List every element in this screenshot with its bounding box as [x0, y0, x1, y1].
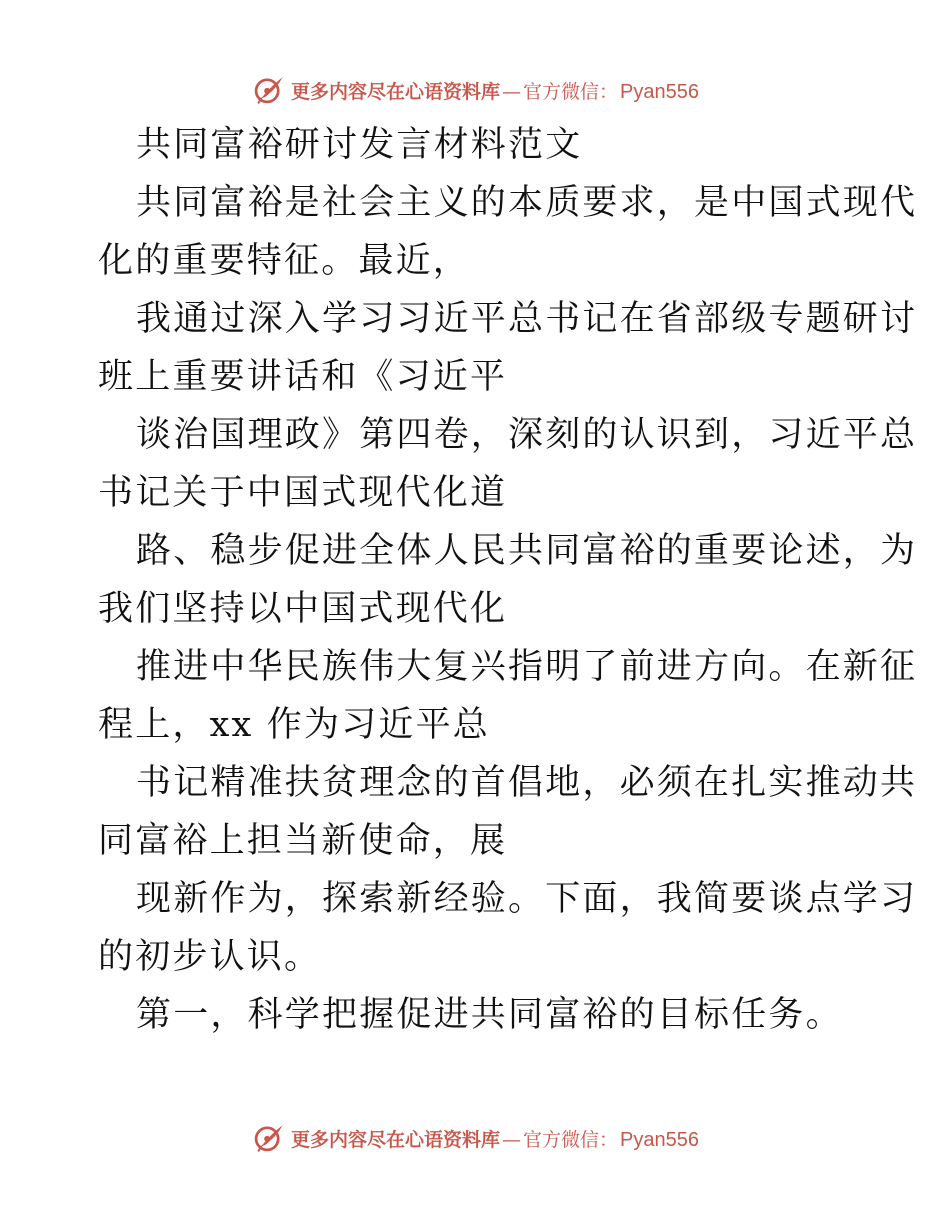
document-body — [98, 116, 918, 1044]
paragraph-line: 书记精准扶贫理念的首倡地，必须在扎实推动共 — [136, 763, 918, 803]
header-watermark — [0, 70, 950, 110]
paragraph-line: 程上，xx 作为习近平总 — [98, 705, 491, 745]
paragraph-line: 我们坚持以中国式现代化 — [98, 589, 508, 629]
section-heading: 第一，科学把握促进共同富裕的目标任务。 — [136, 995, 843, 1035]
paragraph-line: 现新作为，探索新经验。下面，我简要谈点学习 — [136, 879, 918, 919]
watermark-main-text: 更多内容尽在心语资料库 — [291, 1128, 501, 1151]
watermark-wechat-label: 官方微信： — [523, 80, 619, 103]
watermark-main-text: 更多内容尽在心语资料库 — [291, 80, 501, 103]
watermark-separator: — — [502, 1128, 522, 1151]
quill-pen-logo-icon — [251, 1121, 285, 1155]
quill-pen-logo-icon — [251, 73, 285, 107]
paragraph-line: 班上重要讲话和《习近平 — [98, 357, 508, 397]
paragraph-line: 推进中华民族伟大复兴指明了前进方向。在新征 — [136, 647, 918, 687]
paragraph-line: 共同富裕是社会主义的本质要求，是中国式现代 — [136, 183, 918, 223]
paragraph-line: 我通过深入学习习近平总书记在省部级专题研讨 — [136, 299, 918, 339]
paragraph-line: 谈治国理政》第四卷，深刻的认识到，习近平总 — [136, 415, 918, 455]
document-title: 共同富裕研讨发言材料范文 — [136, 125, 583, 165]
watermark-wechat-id: Pyan556 — [620, 80, 699, 103]
paragraph-line: 同富裕上担当新使命，展 — [98, 821, 508, 861]
paragraph-line: 的初步认识。 — [98, 937, 322, 977]
paragraph-line: 路、稳步促进全体人民共同富裕的重要论述，为 — [136, 531, 918, 571]
watermark-wechat-id: Pyan556 — [620, 1128, 699, 1151]
footer-watermark — [0, 1118, 950, 1158]
watermark-separator: — — [502, 80, 522, 103]
paragraph-line: 书记关于中国式现代化道 — [98, 473, 508, 513]
paragraph-line: 化的重要特征。最近， — [98, 241, 471, 281]
watermark-wechat-label: 官方微信： — [523, 1128, 619, 1151]
